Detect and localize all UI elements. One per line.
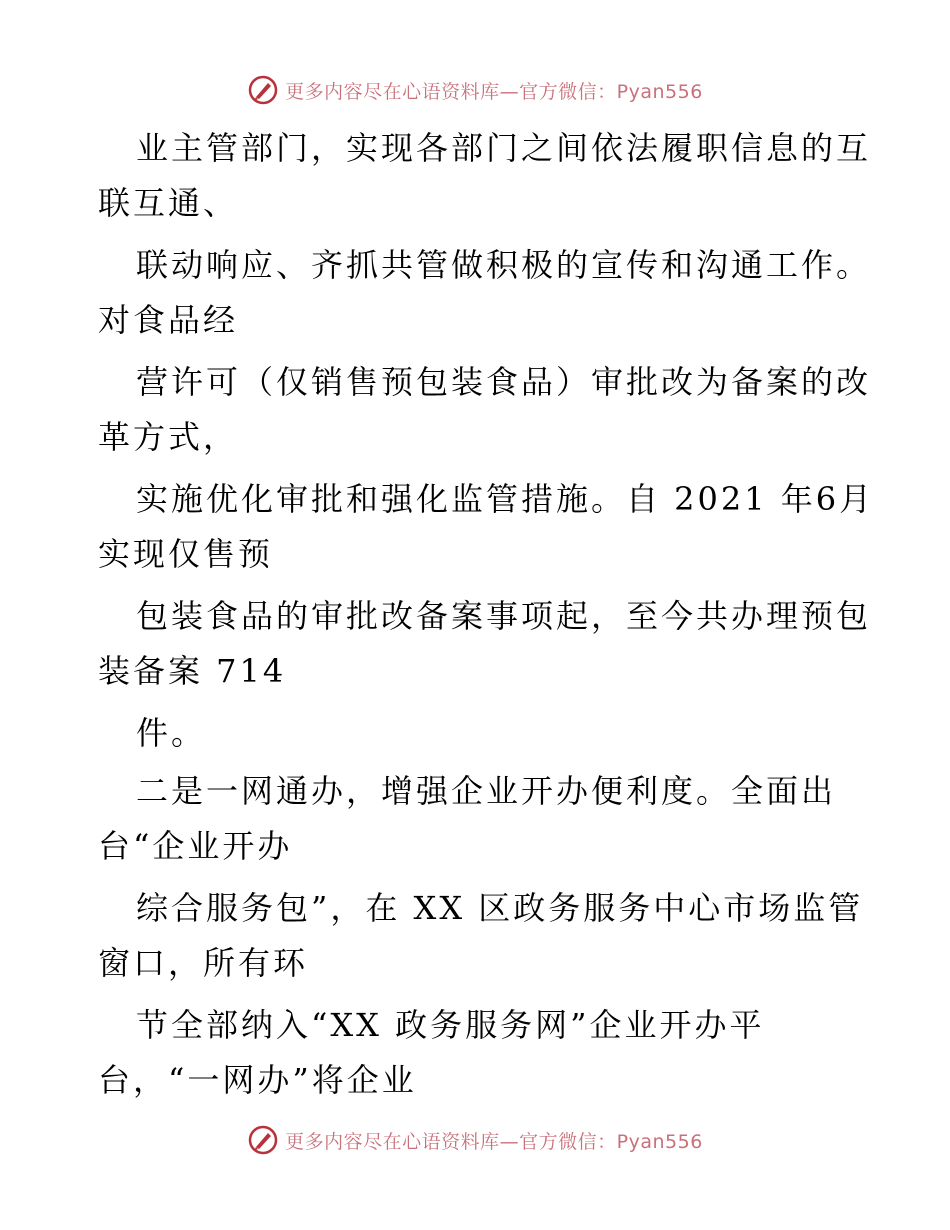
text-line: 件。 bbox=[136, 714, 207, 752]
text-line: 营许可（仅销售预包装食品）审批改为备案的改 bbox=[136, 363, 872, 401]
text-line: 业主管部门，实现各部门之间依法履职信息的互 bbox=[136, 129, 872, 167]
pen-logo-icon bbox=[247, 74, 279, 106]
pen-logo-icon bbox=[247, 1124, 279, 1156]
text-line: 装备案 714 bbox=[98, 652, 287, 690]
text-line: 台“企业开办 bbox=[98, 827, 293, 865]
text-line: 对食品经 bbox=[98, 301, 239, 339]
text-line: 联互通、 bbox=[98, 184, 239, 222]
text-line: 实现仅售预 bbox=[98, 535, 274, 573]
text-line: 联动响应、齐抓共管做积极的宣传和沟通工作。 bbox=[136, 246, 872, 284]
page-footer-watermark bbox=[0, 1120, 950, 1160]
text-line: 实施优化审批和强化监管措施。自 2021 年6月 bbox=[136, 480, 875, 518]
text-line: 节全部纳入“XX 政务服务网”企业开办平 bbox=[136, 1006, 765, 1044]
text-line: 二是一网通办，增强企业开办便利度。全面出 bbox=[136, 772, 837, 810]
page-header-watermark bbox=[0, 70, 950, 110]
text-line: 台，“一网办”将企业 bbox=[98, 1061, 417, 1099]
text-line: 综合服务包”，在 XX 区政务服务中心市场监管 bbox=[136, 889, 864, 927]
header-watermark-text: 更多内容尽在心语资料库—官方微信：Pyan556 bbox=[285, 80, 703, 103]
text-line: 窗口，所有环 bbox=[98, 944, 309, 982]
footer-watermark-text: 更多内容尽在心语资料库—官方微信：Pyan556 bbox=[285, 1130, 703, 1153]
text-line: 革方式， bbox=[98, 418, 239, 456]
text-line: 包装食品的审批改备案事项起，至今共办理预包 bbox=[136, 597, 872, 635]
